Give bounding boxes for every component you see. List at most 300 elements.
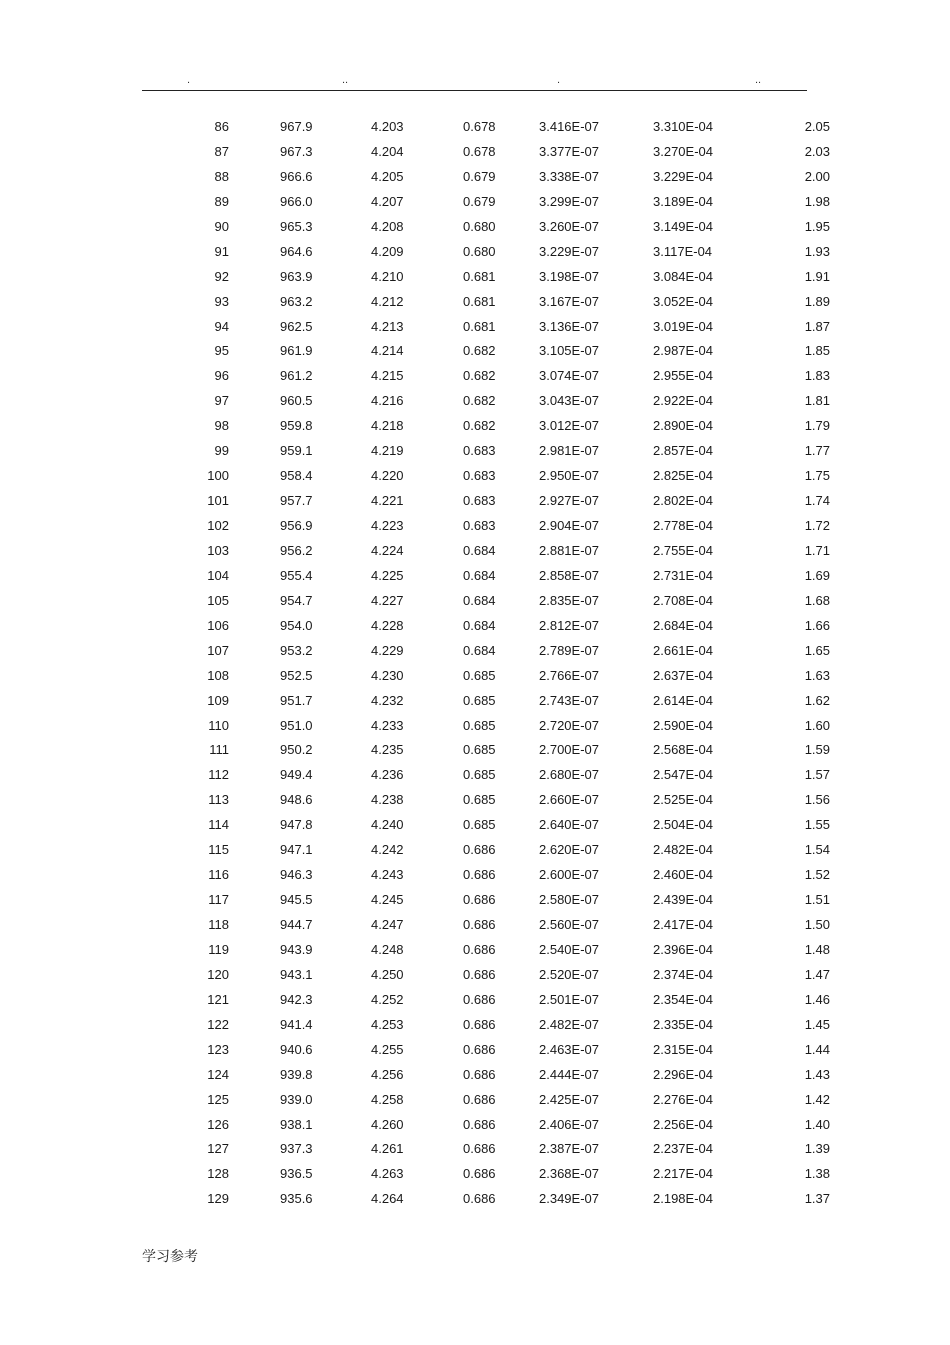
table-cell: 107: [207, 642, 229, 658]
table-cell: 125: [207, 1091, 229, 1107]
table-cell: 2.600E-07: [539, 867, 599, 883]
table-cell: 2.680E-07: [539, 767, 599, 783]
table-cell: 108: [207, 667, 229, 683]
table-cell: 123: [207, 1041, 229, 1057]
table-cell: 106: [207, 617, 229, 633]
table-cell: 2.444E-07: [539, 1066, 599, 1082]
table-cell: 2.708E-04: [653, 592, 713, 608]
table-row: [0, 1013, 950, 1038]
table-cell: 0.685: [463, 717, 496, 733]
table-cell: 2.354E-04: [653, 991, 713, 1007]
table-cell: 963.2: [280, 293, 313, 309]
table-cell: 2.335E-04: [653, 1016, 713, 1032]
table-cell: 4.219: [371, 443, 404, 459]
table-row: [0, 1113, 950, 1138]
table-cell: 2.460E-04: [653, 867, 713, 883]
table-row: [0, 938, 950, 963]
table-cell: 3.084E-04: [653, 268, 713, 284]
table-row: [0, 763, 950, 788]
table-cell: 960.5: [280, 393, 313, 409]
table-row: [0, 190, 950, 215]
table-cell: 0.685: [463, 667, 496, 683]
table-cell: 0.682: [463, 393, 496, 409]
table-cell: 4.255: [371, 1041, 404, 1057]
table-row: [0, 1088, 950, 1113]
table-cell: 4.215: [371, 368, 404, 384]
table-cell: 941.4: [280, 1016, 313, 1032]
table-cell: 3.012E-07: [539, 418, 599, 434]
table-cell: 88: [214, 168, 229, 184]
table-cell: 1.87: [804, 318, 830, 334]
table-cell: 0.679: [463, 168, 496, 184]
table-cell: 0.678: [463, 143, 496, 159]
table-cell: 966.6: [280, 168, 313, 184]
table-cell: 0.686: [463, 917, 496, 932]
table-cell: 96: [214, 368, 229, 384]
table-cell: 0.684: [463, 617, 496, 633]
table-cell: 4.240: [371, 817, 404, 833]
table-cell: 1.59: [804, 742, 830, 758]
table-cell: 961.2: [280, 368, 313, 384]
table-cell: 0.683: [463, 468, 496, 484]
table-cell: 965.3: [280, 218, 313, 234]
table-cell: 0.680: [463, 243, 496, 259]
table-cell: 4.221: [371, 493, 404, 509]
table-cell: 87: [214, 143, 229, 159]
table-cell: 97: [214, 393, 229, 409]
table-cell: 4.252: [371, 991, 404, 1007]
table-cell: 1.56: [804, 792, 830, 808]
table-cell: 0.685: [463, 767, 496, 783]
table-row: [0, 863, 950, 888]
table-cell: 2.425E-07: [539, 1091, 599, 1107]
table-cell: 4.225: [371, 567, 404, 583]
table-cell: 3.310E-04: [653, 119, 713, 134]
table-cell: 126: [207, 1116, 229, 1132]
table-cell: 2.368E-07: [539, 1166, 599, 1182]
table-cell: 2.237E-04: [653, 1141, 713, 1157]
table-cell: 105: [207, 592, 229, 608]
table-cell: 0.683: [463, 443, 496, 459]
table-row: [0, 913, 950, 938]
table-cell: 128: [207, 1166, 229, 1182]
table-cell: 1.85: [804, 343, 830, 359]
table-cell: 2.501E-07: [539, 991, 599, 1007]
table-cell: 0.683: [463, 518, 496, 533]
table-cell: 1.48: [804, 941, 830, 957]
table-cell: 103: [207, 542, 229, 558]
table-cell: 4.220: [371, 468, 404, 484]
table-cell: 4.208: [371, 218, 404, 234]
table-cell: 938.1: [280, 1116, 313, 1132]
table-cell: 935.6: [280, 1191, 313, 1207]
table-cell: 1.54: [804, 842, 830, 858]
table-row: [0, 240, 950, 265]
table-cell: 2.802E-04: [653, 493, 713, 509]
table-cell: 0.685: [463, 817, 496, 833]
table-cell: 4.247: [371, 917, 404, 932]
table-cell: 2.858E-07: [539, 567, 599, 583]
table-cell: 937.3: [280, 1141, 313, 1157]
table-cell: 945.5: [280, 892, 313, 908]
table-cell: 122: [207, 1016, 229, 1032]
table-cell: 2.778E-04: [653, 518, 713, 533]
table-cell: 952.5: [280, 667, 313, 683]
header-rule: [142, 90, 807, 91]
table-cell: 0.684: [463, 642, 496, 658]
table-cell: 110: [208, 717, 229, 733]
table-cell: 2.825E-04: [653, 468, 713, 484]
table-cell: 98: [214, 418, 229, 434]
table-cell: 4.228: [371, 617, 404, 633]
table-cell: 2.520E-07: [539, 966, 599, 982]
table-row: [0, 364, 950, 389]
table-cell: 947.1: [280, 842, 313, 858]
table-cell: 0.686: [463, 867, 496, 883]
table-cell: 4.216: [371, 393, 404, 409]
table-cell: 2.525E-04: [653, 792, 713, 808]
table-row: [0, 439, 950, 464]
table-cell: 4.223: [371, 518, 404, 533]
table-cell: 3.299E-07: [539, 193, 599, 209]
table-cell: 0.682: [463, 368, 496, 384]
table-cell: 959.1: [280, 443, 313, 459]
table-cell: 1.60: [804, 717, 830, 733]
table-cell: 2.547E-04: [653, 767, 713, 783]
table-cell: 4.264: [371, 1191, 404, 1207]
table-cell: 3.229E-04: [653, 168, 713, 184]
table-cell: 121: [207, 991, 229, 1007]
table-cell: 0.685: [463, 792, 496, 808]
table-cell: 3.377E-07: [539, 143, 599, 159]
table-row: [0, 1137, 950, 1162]
table-cell: 2.881E-07: [539, 542, 599, 558]
table-row: [0, 140, 950, 165]
table-cell: 953.2: [280, 642, 313, 658]
table-row: [0, 464, 950, 489]
table-cell: 4.210: [371, 268, 404, 284]
table-cell: 129: [207, 1191, 229, 1207]
table-cell: 2.540E-07: [539, 941, 599, 957]
table-cell: 0.686: [463, 842, 496, 858]
table-cell: 1.52: [804, 867, 830, 883]
table-cell: 2.00: [804, 168, 830, 184]
table-cell: 946.3: [280, 867, 313, 883]
table-cell: 1.72: [804, 518, 830, 533]
table-cell: 4.243: [371, 867, 404, 883]
table-row: [0, 589, 950, 614]
table-row: [0, 339, 950, 364]
table-cell: 90: [214, 218, 229, 234]
table-cell: 86: [214, 119, 229, 134]
table-cell: 950.2: [280, 742, 313, 758]
table-cell: 1.46: [804, 991, 830, 1007]
table-cell: 4.232: [371, 692, 404, 708]
table-cell: 4.214: [371, 343, 404, 359]
table-cell: 2.590E-04: [653, 717, 713, 733]
table-cell: 0.686: [463, 1041, 496, 1057]
table-cell: 109: [207, 692, 229, 708]
table-row: [0, 489, 950, 514]
table-cell: 3.260E-07: [539, 218, 599, 234]
table-cell: 0.678: [463, 119, 496, 134]
table-cell: 961.9: [280, 343, 313, 359]
table-cell: 0.679: [463, 193, 496, 209]
table-cell: 957.7: [280, 493, 313, 509]
table-cell: 0.684: [463, 567, 496, 583]
table-cell: 0.680: [463, 218, 496, 234]
table-cell: 3.149E-04: [653, 218, 713, 234]
table-cell: 0.686: [463, 966, 496, 982]
table-cell: 1.98: [804, 193, 830, 209]
table-cell: 3.270E-04: [653, 143, 713, 159]
table-cell: 4.207: [371, 193, 404, 209]
table-cell: 1.91: [804, 268, 830, 284]
table-cell: 951.0: [280, 717, 313, 733]
table-cell: 4.236: [371, 767, 404, 783]
header-mark-1: .: [187, 74, 191, 86]
table-cell: 1.57: [804, 767, 830, 783]
table-row: [0, 738, 950, 763]
table-cell: 89: [214, 193, 229, 209]
table-cell: 100: [207, 468, 229, 484]
table-row: [0, 315, 950, 340]
table-cell: 942.3: [280, 991, 313, 1007]
table-cell: 4.245: [371, 892, 404, 908]
table-cell: 967.9: [280, 119, 313, 134]
table-row: [0, 1187, 950, 1212]
table-row: [0, 115, 950, 140]
table-cell: 102: [207, 518, 229, 533]
table-cell: 1.43: [804, 1066, 830, 1082]
table-cell: 3.198E-07: [539, 268, 599, 284]
table-row: [0, 813, 950, 838]
table-cell: 104: [207, 567, 229, 583]
table-cell: 1.55: [804, 817, 830, 833]
table-cell: 2.256E-04: [653, 1116, 713, 1132]
table-cell: 0.684: [463, 592, 496, 608]
table-cell: 3.416E-07: [539, 119, 599, 134]
table-cell: 4.256: [371, 1066, 404, 1082]
table-cell: 2.03: [804, 143, 830, 159]
table-cell: 1.65: [804, 642, 830, 658]
table-cell: 964.6: [280, 243, 313, 259]
table-cell: 0.686: [463, 1091, 496, 1107]
table-cell: 2.955E-04: [653, 368, 713, 384]
table-cell: 4.233: [371, 717, 404, 733]
table-cell: 2.904E-07: [539, 518, 599, 533]
table-cell: 4.238: [371, 792, 404, 808]
table-cell: 948.6: [280, 792, 313, 808]
table-cell: 119: [208, 941, 229, 957]
table-cell: 4.218: [371, 418, 404, 434]
table-cell: 962.5: [280, 318, 313, 334]
table-cell: 967.3: [280, 143, 313, 159]
table-cell: 2.217E-04: [653, 1166, 713, 1182]
table-cell: 2.504E-04: [653, 817, 713, 833]
table-cell: 1.71: [804, 542, 830, 558]
table-cell: 3.105E-07: [539, 343, 599, 359]
table-cell: 3.229E-07: [539, 243, 599, 259]
table-cell: 1.75: [804, 468, 830, 484]
table-cell: 958.4: [280, 468, 313, 484]
table-cell: 0.686: [463, 1191, 496, 1207]
table-cell: 3.189E-04: [653, 193, 713, 209]
table-cell: 2.637E-04: [653, 667, 713, 683]
table-cell: 0.686: [463, 991, 496, 1007]
table-cell: 3.052E-04: [653, 293, 713, 309]
table-cell: 2.731E-04: [653, 567, 713, 583]
table-cell: 2.349E-07: [539, 1191, 599, 1207]
table-cell: 956.9: [280, 518, 313, 533]
table-cell: 4.203: [371, 119, 404, 134]
table-row: [0, 1038, 950, 1063]
header-mark-3: .: [557, 74, 561, 86]
table-cell: 2.922E-04: [653, 393, 713, 409]
data-table: [0, 115, 950, 1212]
table-cell: 4.204: [371, 143, 404, 159]
table-cell: 0.682: [463, 418, 496, 434]
table-row: [0, 414, 950, 439]
table-cell: 2.743E-07: [539, 692, 599, 708]
table-cell: 0.682: [463, 343, 496, 359]
table-cell: 2.755E-04: [653, 542, 713, 558]
table-row: [0, 564, 950, 589]
table-cell: 1.89: [804, 293, 830, 309]
table-cell: 1.66: [804, 617, 830, 633]
table-cell: 2.700E-07: [539, 742, 599, 758]
table-cell: 2.406E-07: [539, 1116, 599, 1132]
table-cell: 1.93: [804, 243, 830, 259]
table-row: [0, 788, 950, 813]
table-cell: 1.83: [804, 368, 830, 384]
table-cell: 966.0: [280, 193, 313, 209]
table-row: [0, 838, 950, 863]
table-cell: 2.463E-07: [539, 1041, 599, 1057]
table-cell: 1.39: [804, 1141, 830, 1157]
table-cell: 1.51: [804, 892, 830, 908]
table-cell: 112: [208, 767, 229, 783]
table-cell: 4.224: [371, 542, 404, 558]
table-cell: 1.62: [804, 692, 830, 708]
table-cell: 1.38: [804, 1166, 830, 1182]
table-row: [0, 165, 950, 190]
table-cell: 2.927E-07: [539, 493, 599, 509]
table-cell: 2.05: [804, 119, 830, 134]
table-cell: 1.50: [804, 917, 830, 932]
table-cell: 3.117E-04: [653, 243, 713, 259]
table-cell: 956.2: [280, 542, 313, 558]
table-cell: 4.213: [371, 318, 404, 334]
table-row: [0, 963, 950, 988]
table-cell: 0.685: [463, 692, 496, 708]
table-cell: 2.987E-04: [653, 343, 713, 359]
table-cell: 4.263: [371, 1166, 404, 1182]
table-row: [0, 639, 950, 664]
table-row: [0, 714, 950, 739]
table-cell: 2.766E-07: [539, 667, 599, 683]
table-cell: 4.261: [371, 1141, 404, 1157]
table-cell: 3.043E-07: [539, 393, 599, 409]
table-cell: 1.63: [804, 667, 830, 683]
table-cell: 939.0: [280, 1091, 313, 1107]
table-cell: 2.439E-04: [653, 892, 713, 908]
header-mark-2: ..: [342, 74, 349, 86]
table-cell: 947.8: [280, 817, 313, 833]
table-cell: 0.685: [463, 742, 496, 758]
table-cell: 101: [207, 493, 229, 509]
table-cell: 0.686: [463, 1166, 496, 1182]
table-cell: 0.686: [463, 1141, 496, 1157]
table-cell: 1.44: [804, 1041, 830, 1057]
table-cell: 1.42: [804, 1091, 830, 1107]
table-cell: 1.68: [804, 592, 830, 608]
table-cell: 1.45: [804, 1016, 830, 1032]
table-cell: 4.229: [371, 642, 404, 658]
table-cell: 0.686: [463, 892, 496, 908]
table-cell: 2.568E-04: [653, 742, 713, 758]
table-cell: 4.242: [371, 842, 404, 858]
table-cell: 2.198E-04: [653, 1191, 713, 1207]
table-cell: 936.5: [280, 1166, 313, 1182]
table-cell: 0.684: [463, 542, 496, 558]
table-cell: 0.686: [463, 1016, 496, 1032]
table-cell: 94: [214, 318, 229, 334]
table-cell: 3.136E-07: [539, 318, 599, 334]
table-cell: 0.681: [463, 318, 496, 334]
table-cell: 939.8: [280, 1066, 313, 1082]
table-cell: 2.417E-04: [653, 917, 713, 932]
table-cell: 2.396E-04: [653, 941, 713, 957]
table-row: [0, 1162, 950, 1187]
table-cell: 2.482E-04: [653, 842, 713, 858]
table-cell: 2.857E-04: [653, 443, 713, 459]
table-cell: 1.79: [804, 418, 830, 434]
table-cell: 2.660E-07: [539, 792, 599, 808]
table-cell: 963.9: [280, 268, 313, 284]
table-cell: 93: [214, 293, 229, 309]
table-row: [0, 215, 950, 240]
table-cell: 954.7: [280, 592, 313, 608]
table-cell: 2.950E-07: [539, 468, 599, 484]
table-cell: 3.338E-07: [539, 168, 599, 184]
table-cell: 127: [207, 1141, 229, 1157]
table-cell: 1.77: [804, 443, 830, 459]
table-cell: 1.95: [804, 218, 830, 234]
table-cell: 951.7: [280, 692, 313, 708]
table-cell: 2.620E-07: [539, 842, 599, 858]
table-cell: 2.580E-07: [539, 892, 599, 908]
table-cell: 4.250: [371, 966, 404, 982]
table-cell: 2.640E-07: [539, 817, 599, 833]
table-cell: 2.661E-04: [653, 642, 713, 658]
table-cell: 944.7: [280, 917, 313, 932]
table-cell: 2.387E-07: [539, 1141, 599, 1157]
table-cell: 2.981E-07: [539, 443, 599, 459]
table-cell: 955.4: [280, 567, 313, 583]
table-cell: 120: [207, 966, 229, 982]
table-cell: 2.276E-04: [653, 1091, 713, 1107]
table-cell: 2.482E-07: [539, 1016, 599, 1032]
table-cell: 92: [214, 268, 229, 284]
table-cell: 2.835E-07: [539, 592, 599, 608]
table-row: [0, 389, 950, 414]
table-cell: 4.230: [371, 667, 404, 683]
table-row: [0, 290, 950, 315]
table-cell: 3.019E-04: [653, 318, 713, 334]
table-cell: 2.812E-07: [539, 617, 599, 633]
header-mark-4: ..: [755, 74, 762, 86]
